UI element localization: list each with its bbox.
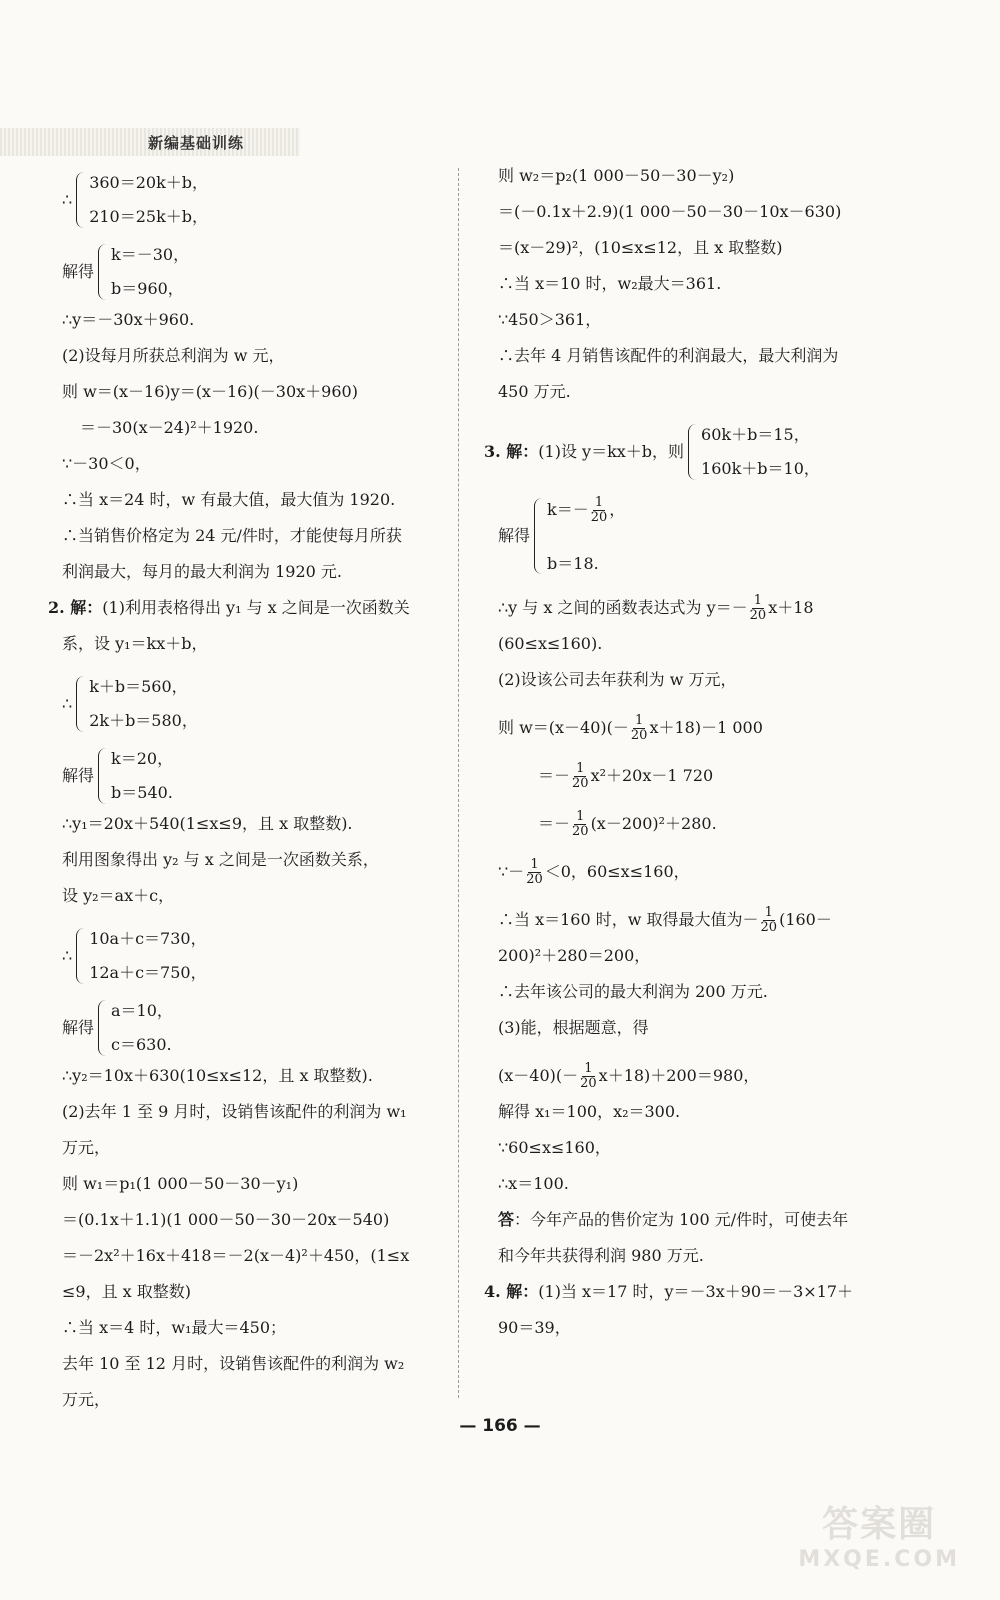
text-line: (60≤x≤160).	[498, 634, 603, 653]
left-column	[48, 164, 452, 1424]
fraction: $\frac{1}{20}$	[760, 905, 778, 935]
brace-icon	[98, 1000, 107, 1056]
question-2-intro: 2. 解：(1)利用表格得出 y₁ 与 x 之间是一次函数关	[48, 598, 410, 617]
equation-system: ∴ k＋b＝560， 2k＋b＝580，	[62, 677, 198, 730]
fraction: $\frac{1}{20}$	[749, 593, 767, 623]
text-line: ＝－2x²＋16x＋418＝－2(x－4)²＋450，(1≤x	[62, 1246, 410, 1265]
text-line: 去年 10 至 12 月时，设销售该配件的利润为 w₂	[62, 1354, 405, 1373]
page-number: — 166 —	[459, 1416, 541, 1436]
fraction: $\frac{1}{20}$	[580, 1061, 597, 1091]
brace-icon	[76, 676, 85, 732]
solution-system: 解得 k＝20， b＝540.	[62, 749, 174, 802]
text-line: ∴当销售价格定为 24 元/件时，才能使每月所获	[62, 526, 402, 545]
column-divider	[458, 168, 459, 1398]
text-line: 万元，	[62, 1390, 111, 1409]
text-line: 解得 x₁＝100，x₂＝300.	[498, 1102, 681, 1121]
text-line: 200)²＋280＝200，	[498, 946, 651, 965]
text-line: 利润最大，每月的最大利润为 1920 元.	[62, 562, 342, 581]
brace-icon	[688, 424, 697, 480]
watermark: 答案圈 MXQE.COM	[798, 1504, 960, 1572]
solution-system: 解得 a＝10， c＝630.	[62, 1001, 173, 1054]
page-header-title: 新编基础训练	[148, 134, 245, 152]
text-line: ∴y₁＝20x＋540(1≤x≤9，且 x 取整数).	[62, 814, 353, 833]
text-line: ＝－ $\frac{1}{20}$ (x－200)²＋280.	[538, 809, 717, 839]
text-line: ＝(－0.1x＋2.9)(1 000－50－30－10x－630)	[498, 202, 842, 221]
text-line: 90＝39，	[498, 1318, 571, 1337]
equation-system: ∴ 360＝20k＋b， 210＝25k＋b，	[62, 173, 209, 226]
text-line: (2)设该公司去年获利为 w 万元，	[498, 670, 737, 689]
right-column	[484, 164, 898, 1352]
text-line: ≤9，且 x 取整数)	[62, 1282, 192, 1301]
text-line: ＝(x－29)²，(10≤x≤12，且 x 取整数)	[498, 238, 783, 257]
fraction: $\frac{1}{20}$	[572, 809, 589, 839]
text-line: ∴去年该公司的最大利润为 200 万元.	[498, 982, 768, 1001]
text-line: ∴当 x＝10 时，w₂最大＝361.	[498, 274, 722, 293]
brace-icon	[76, 928, 85, 984]
text-line: ＝－30(x－24)²＋1920.	[80, 418, 259, 437]
equation-system: ∴ 10a＋c＝730， 12a＋c＝750，	[62, 929, 207, 982]
text-line: 设 y₂＝ax＋c，	[62, 886, 175, 905]
fraction: $\frac{1}{20}$	[526, 857, 543, 887]
solution-system: 解得 k＝－30， b＝960，	[62, 245, 190, 298]
question-3-intro: 3. 解： (1)设 y＝kx＋b，则 60k＋b＝15， 160k＋b＝10，	[484, 425, 820, 478]
text-line: (x－40)(－ $\frac{1}{20}$ x＋18)＋200＝980，	[498, 1061, 760, 1091]
brace-icon	[534, 498, 543, 574]
question-4-intro: 4. 解：(1)当 x＝17 时，y＝－3x＋90＝－3×17＋	[484, 1282, 854, 1301]
text-line: ∵－30＜0，	[62, 454, 151, 473]
text-line: ∴当 x＝24 时，w 有最大值，最大值为 1920.	[62, 490, 396, 509]
text-line: (3)能，根据题意，得	[498, 1018, 649, 1037]
text-line: (2)设每月所获总利润为 w 元，	[62, 346, 285, 365]
brace-icon	[76, 172, 85, 228]
text-line: 450 万元.	[498, 382, 571, 401]
text-line: (2)去年 1 至 9 月时，设销售该配件的利润为 w₁	[62, 1102, 407, 1121]
fraction: $\frac{1}{20}$	[590, 495, 608, 525]
text-line: ∵－ $\frac{1}{20}$ ＜0，60≤x≤160，	[498, 857, 690, 887]
text-line: 万元，	[62, 1138, 111, 1157]
text-line: ∵60≤x≤160，	[498, 1138, 611, 1157]
text-line: 则 w＝(x－16)y＝(x－16)(－30x＋960)	[62, 382, 358, 401]
text-line: ∴当 x＝160 时，w 取得最大值为－ $\frac{1}{20}$ (160－	[498, 905, 832, 935]
text-line: ∴去年 4 月销售该配件的利润最大，最大利润为	[498, 346, 839, 365]
text-line: ＝－ $\frac{1}{20}$ x²＋20x－1 720	[538, 761, 714, 791]
fraction: $\frac{1}{20}$	[630, 713, 648, 743]
text-line: ∴y 与 x 之间的函数表达式为 y＝－ $\frac{1}{20}$ x＋18	[498, 593, 814, 623]
text-line: 则 w₂＝p₂(1 000－50－30－y₂)	[498, 166, 735, 185]
text-line: ∴y₂＝10x＋630(10≤x≤12，且 x 取整数).	[62, 1066, 373, 1085]
text-line: ∴x＝100.	[498, 1174, 569, 1193]
text-line: ∴y＝－30x＋960.	[62, 310, 195, 329]
brace-icon	[98, 244, 107, 300]
solution-system: 解得 k＝－ $\frac{1}{20}$ ， b＝18.	[498, 495, 626, 573]
text-line: 系，设 y₁＝kx＋b，	[62, 634, 208, 653]
brace-icon	[98, 748, 107, 804]
text-line: ＝(0.1x＋1.1)(1 000－50－30－20x－540)	[62, 1210, 390, 1229]
text-line: 利用图象得出 y₂ 与 x 之间是一次函数关系，	[62, 850, 379, 869]
text-line: 则 w＝(x－40)(－ $\frac{1}{20}$ x＋18)－1 000	[498, 713, 763, 743]
text-line: ∵450＞361，	[498, 310, 602, 329]
fraction: $\frac{1}{20}$	[572, 761, 589, 791]
text-line: ∴当 x＝4 时，w₁最大＝450；	[62, 1318, 287, 1337]
text-line: 和今年共获得利润 980 万元.	[498, 1246, 704, 1265]
answer-line: 答：今年产品的售价定为 100 元/件时，可使去年	[498, 1210, 849, 1229]
text-line: 则 w₁＝p₁(1 000－50－30－y₁)	[62, 1174, 299, 1193]
